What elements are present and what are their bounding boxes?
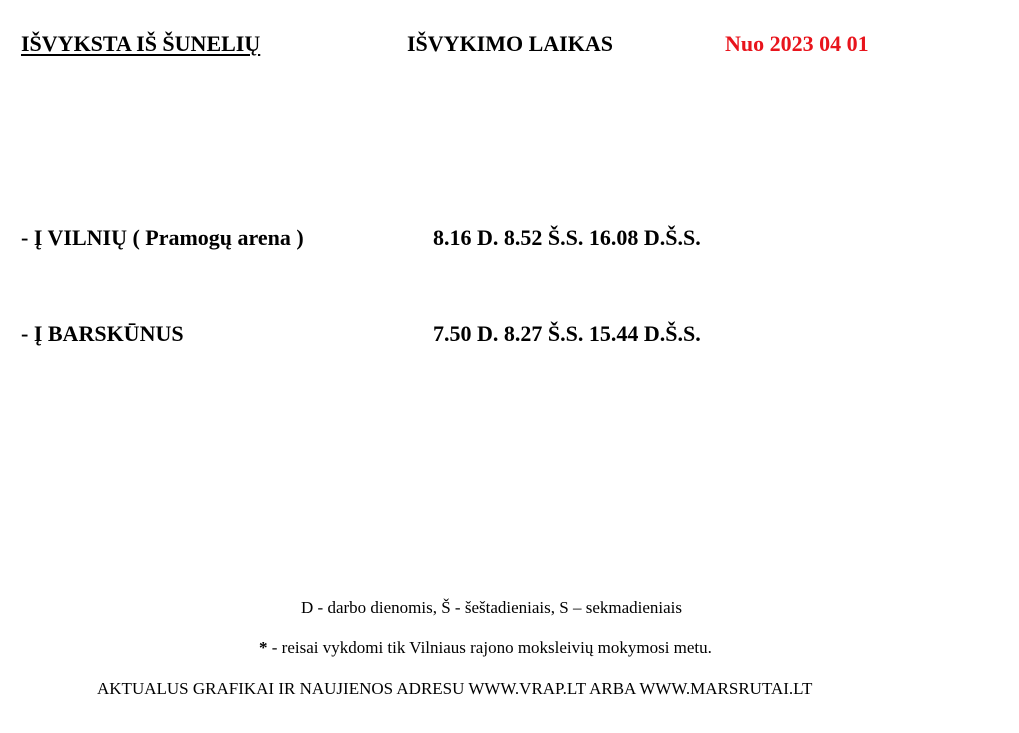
legend-text: D - darbo dienomis, Š - šeštadieniais, S – sekmadieniais	[301, 598, 683, 617]
note-asterisk: *	[259, 638, 268, 657]
departure-time-title: IŠVYKIMO LAIKAS	[407, 31, 613, 56]
route-destination: - Į BARSKŪNUS	[21, 321, 184, 346]
school-note	[259, 638, 712, 658]
route-times: 7.50 D. 8.27 Š.S. 15.44 D.Š.S.	[433, 321, 701, 346]
website-notice: AKTUALUS GRAFIKAI IR NAUJIENOS ADRESU WWW.VRAP.LT ARBA WWW.MARSRUTAI.LT	[97, 679, 813, 698]
route-destination: - Į VILNIŲ ( Pramogų arena )	[21, 225, 304, 250]
note-text: - reisai vykdomi tik Vilniaus rajono moksleivių mokymosi metu.	[267, 638, 712, 657]
departs-from-title: IŠVYKSTA IŠ ŠUNELIŲ	[21, 31, 261, 56]
route-times: 8.16 D. 8.52 Š.S. 16.08 D.Š.S.	[433, 225, 701, 250]
valid-from-date: Nuo 2023 04 01	[725, 31, 869, 56]
